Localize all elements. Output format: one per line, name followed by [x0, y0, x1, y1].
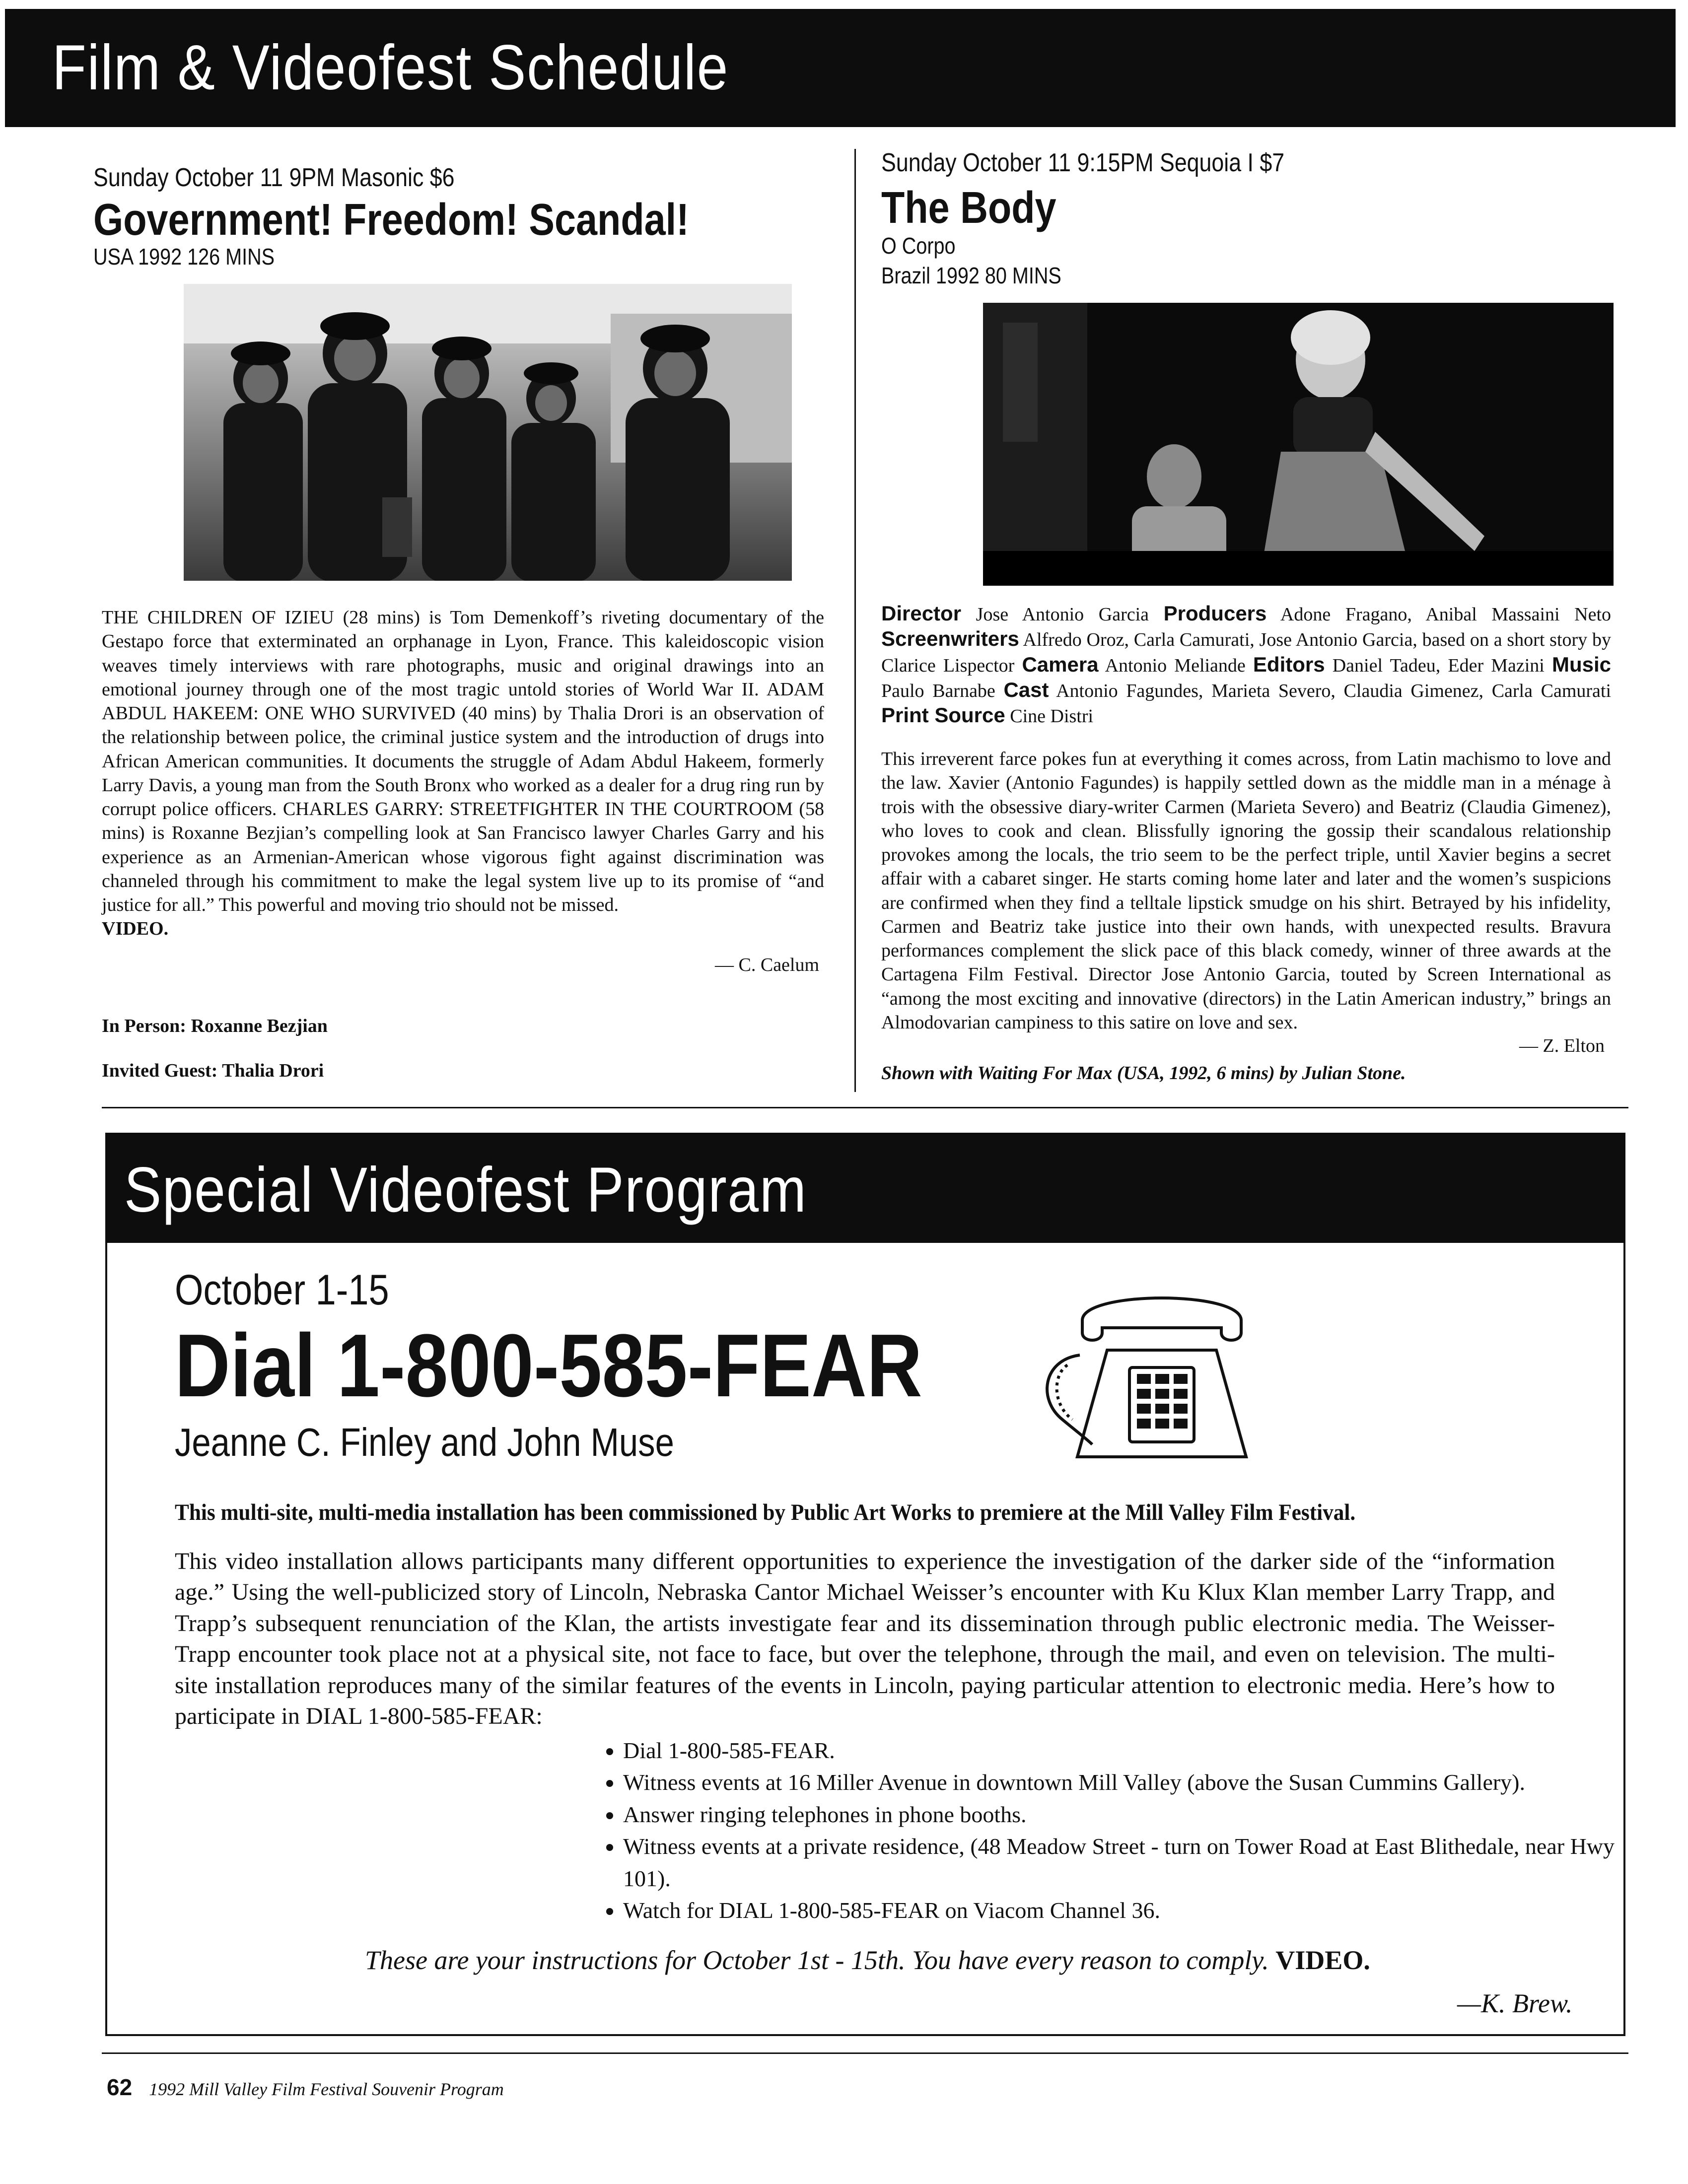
- right-film-shown-with: Shown with Waiting For Max (USA, 1992, 6 mins) by Julian Stone.: [881, 1063, 1406, 1084]
- section-divider: [102, 1107, 1628, 1108]
- page-number: 62: [107, 2074, 133, 2100]
- credit-value-music: Paulo Barnabe: [881, 681, 995, 702]
- left-film-signature: — C. Caelum: [715, 955, 820, 975]
- instruction-item: • Answer ringing telephones in phone booths.: [623, 1799, 1641, 1831]
- credit-value-screenwriters: Alfredo Oroz, Carla Camurati, Jose Antonio Garcia, based on a short story by Clarice Lispector: [881, 629, 1611, 676]
- header-banner: [5, 9, 1676, 127]
- telephone-illustration: [1033, 1281, 1291, 1474]
- credit-label-screenwriters: Screenwriters: [881, 627, 1019, 651]
- page-title: Film & Videofest Schedule: [52, 32, 729, 103]
- credit-label-print-source: Print Source: [881, 703, 1005, 727]
- left-film-format: VIDEO.: [102, 918, 169, 940]
- right-film-title: The Body: [881, 183, 1056, 233]
- left-film-photo: [184, 284, 792, 581]
- credit-value-producers: Adone Fragano, Anibal Massaini Neto: [1280, 604, 1612, 625]
- special-title: Dial 1-800-585-FEAR: [175, 1316, 922, 1416]
- special-artists: Jeanne C. Finley and John Muse: [175, 1420, 674, 1464]
- instruction-item: • Watch for DIAL 1-800-585-FEAR on Viacom Channel 36.: [623, 1895, 1641, 1926]
- credit-value-camera: Antonio Meliande: [1105, 655, 1246, 676]
- group-portrait-image: [184, 284, 792, 581]
- credit-value-cast: Antonio Fagundes, Marieta Severo, Claudia Gimenez, Carla Camurati: [1056, 681, 1612, 702]
- special-closing-text: These are your instructions for October 1st - 15th. You have every reason to comply.: [365, 1945, 1269, 1975]
- right-film-photo: [983, 303, 1614, 586]
- cabaret-scene-image: [983, 303, 1614, 586]
- right-film-meta: Sunday October 11 9:15PM Sequoia I $7: [881, 148, 1285, 177]
- footer: [107, 2074, 504, 2101]
- left-film-title: Government! Freedom! Scandal!: [93, 195, 689, 245]
- left-film-description-text: THE CHILDREN OF IZIEU (28 mins) is Tom Demenkoff’s riveting documentary of the Gestapo force that exterminated an orphanage in Lyon, France. This kaleidoscopic vision weaves timely interviews with rare photographs, music and original drawings into an emotional journey through one of the most tragic untold stories of World War II. ADAM ABDUL HAKEEM: ONE WHO SURVIVED (40 mins) by Thalia Drori is an observation of the relationship between police, the criminal justice system and the introduction of drugs into African American communities. It documents the struggle of Adam Abdul Hakeem, formerly Larry Davis, a young man from the South Bronx who worked as a dealer for a drug ring run by corrupt police officers. CHARLES GARRY: STREETFIGHTER IN THE COURTROOM (58 mins) is Roxanne Bezjian’s compelling look at San Francisco lawyer Charles Garry and his experience as an Armenian-American whose vigorous fight against discrimination was channeled through his commitment to make the legal system live up to its promise of “and justice for all.” This powerful and moving trio should not be missed.: [102, 607, 824, 915]
- right-film-credits: [881, 601, 1611, 728]
- right-film-description: This irreverent farce pokes fun at everything it comes across, from Latin machismo to love and the law. Xavier (Antonio Fagundes) is happily settled down as the middle man in a ménage à trois with the obsessive diary-writer Carmen (Marieta Severo) and Beatriz (Claudia Gimenez), who loves to cook and clean. Blissfully ignoring the gossip their scandalous relationship provokes among the locals, the trio seem to be the perfect triple, until Xavier begins a secret affair with a cabaret singer. He starts coming home later and later and the women’s suspicions are confirmed when they find a telltale lipstick smudge on his shirt. Betrayed by his infidelity, Carmen and Beatriz take justice into their own hands, with unexpected results. Bravura performances complement the slick pace of this black comedy, winner of three awards at the Cartagena Film Festival. Director Jose Antonio Garcia, touted by Screen International as “among the most exciting and innovative (directors) in the Latin American industry,” brings an Almodovarian campiness to this satire on love and sex.: [881, 749, 1611, 1033]
- left-film-meta: Sunday October 11 9PM Masonic $6: [93, 163, 455, 192]
- special-description: This video installation allows participants many different opportunities to experience the investigation of the darker side of the “information age.” Using the well-publicized story of Lincoln, Nebraska Cantor Michael Weisser’s encounter with Ku Klux Klan member Larry Trapp, and Trapp’s subsequent renunciation of the Klan, the artists investigate fear and its dissemination through public electronic media. The Weisser-Trapp encounter took place not at a physical site, not face to face, but over the telephone, through the mail, and even on television. The multi-site installation reproduces many of the similar features of the events in Lincoln, paying particular attention to electronic media. Here’s how to participate in DIAL 1-800-585-FEAR:: [175, 1548, 1555, 1729]
- telephone-icon: [1033, 1281, 1291, 1474]
- column-divider: [854, 149, 856, 1092]
- right-film-original-title: O Corpo: [881, 233, 956, 259]
- special-commission: This multi-site, multi-media installation has been commissioned by Public Art Works to premiere at the Mill Valley Film Festival.: [175, 1500, 1356, 1525]
- instruction-item: • Witness events at a private residence, (48 Meadow Street - turn on Tower Road at East Blithedale, near Hwy 101).: [623, 1831, 1641, 1895]
- right-film-signature: — Z. Elton: [1519, 1035, 1605, 1056]
- credit-value-director: Jose Antonio Garcia: [976, 604, 1149, 625]
- special-program-title: Special Videofest Program: [124, 1155, 807, 1226]
- left-film-description: [102, 606, 824, 941]
- credit-label-producers: Producers: [1163, 602, 1267, 625]
- special-program-banner: [105, 1133, 1625, 1243]
- special-closing: [365, 1945, 1370, 1976]
- instruction-list: [593, 1735, 1641, 1926]
- credit-label-director: Director: [881, 602, 962, 625]
- credit-label-cast: Cast: [1003, 678, 1049, 702]
- credit-label-camera: Camera: [1022, 652, 1099, 676]
- credit-label-editors: Editors: [1253, 652, 1325, 676]
- special-signature: —K. Brew.: [1457, 1988, 1573, 2018]
- left-film-info: USA 1992 126 MINS: [93, 244, 275, 270]
- credit-value-print-source: Cine Distri: [1010, 706, 1094, 727]
- special-closing-format: VIDEO.: [1275, 1945, 1370, 1975]
- instruction-item: • Witness events at 16 Miller Avenue in downtown Mill Valley (above the Susan Cummins Gallery).: [623, 1767, 1641, 1798]
- footer-rule: [102, 2052, 1628, 2054]
- publication-name: 1992 Mill Valley Film Festival Souvenir Program: [149, 2079, 504, 2099]
- instruction-item: • Dial 1-800-585-FEAR.: [623, 1735, 1641, 1767]
- credit-label-music: Music: [1552, 652, 1612, 676]
- left-film-invited-guest: Invited Guest: Thalia Drori: [102, 1060, 324, 1081]
- special-dates: October 1-15: [175, 1266, 389, 1314]
- left-film-in-person: In Person: Roxanne Bezjian: [102, 1016, 328, 1036]
- credit-value-editors: Daniel Tadeu, Eder Mazini: [1332, 655, 1545, 676]
- right-film-info: Brazil 1992 80 MINS: [881, 263, 1061, 288]
